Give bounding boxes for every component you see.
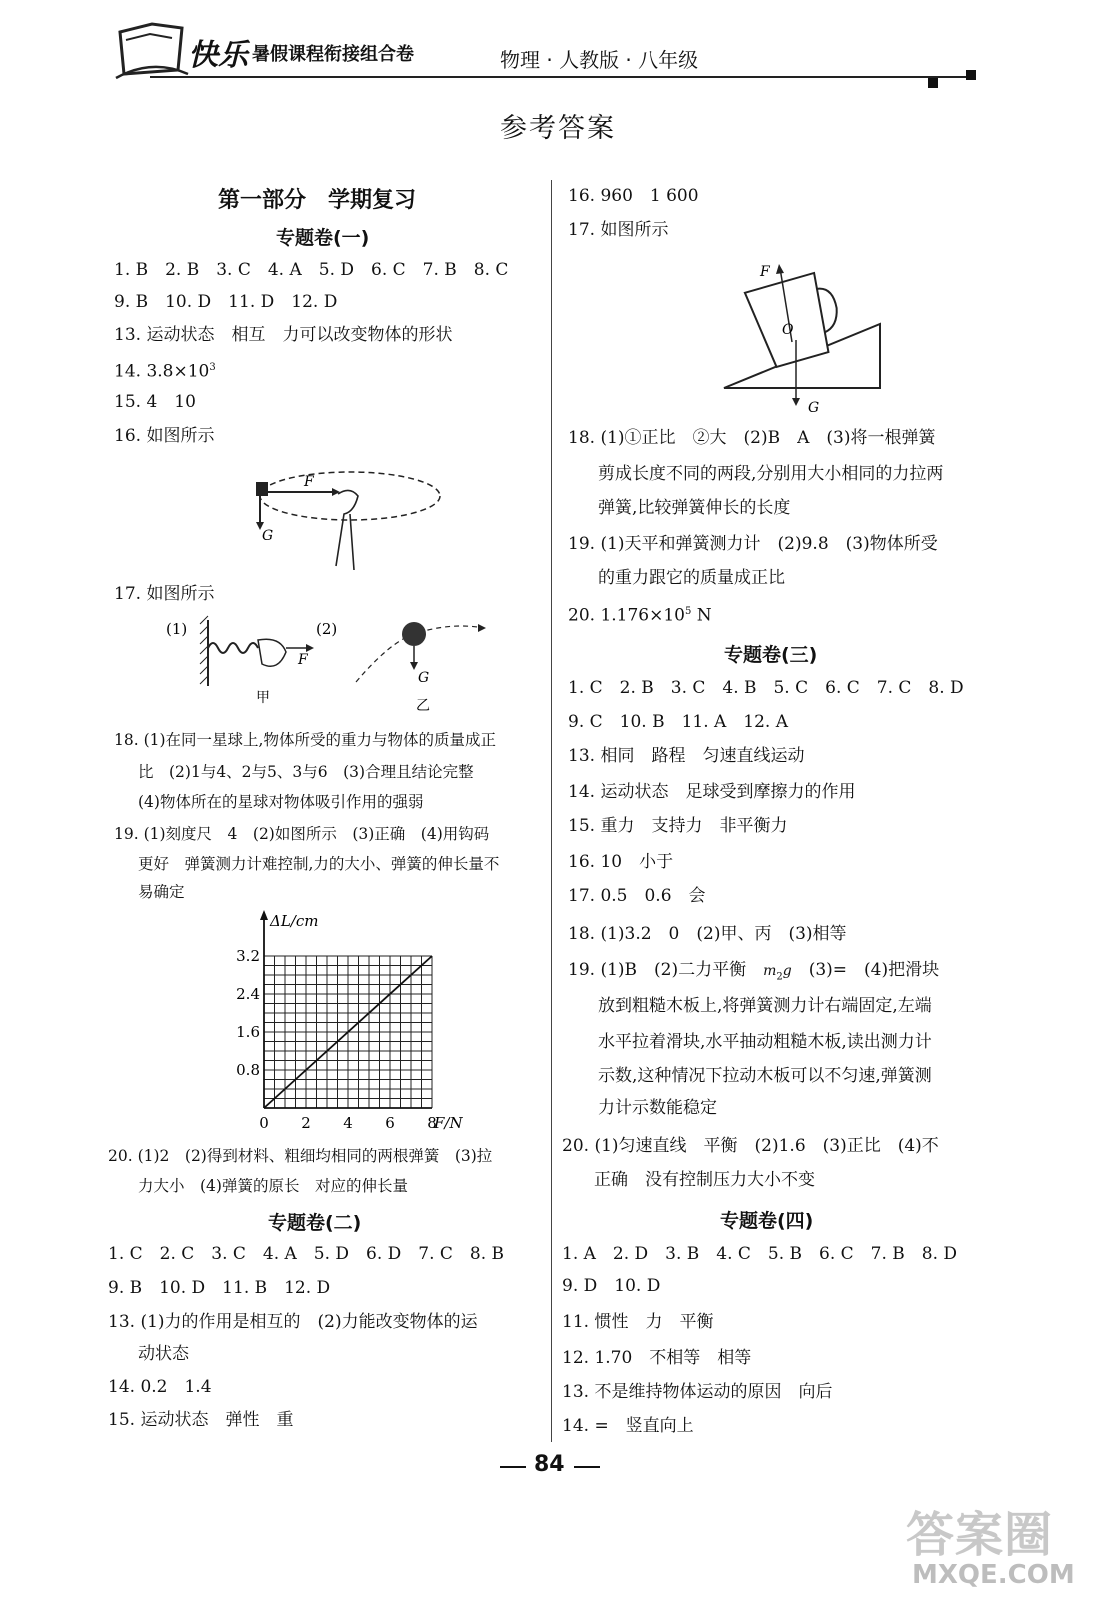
superscript: 3 bbox=[209, 362, 216, 373]
symbol-m: m bbox=[763, 963, 777, 979]
answer-text: 14. 3.8×10 bbox=[114, 361, 210, 382]
label-F: F bbox=[304, 474, 314, 490]
answer-line: 14. 运动状态 足球受到摩擦力的作用 bbox=[568, 782, 856, 802]
spring-icon bbox=[208, 643, 258, 653]
arrow-head-icon bbox=[306, 644, 314, 652]
answer-line: (4)物体所在的星球对物体吸引作用的强弱 bbox=[138, 793, 424, 811]
page-number: 84 bbox=[534, 1452, 565, 1477]
arrow-head-icon bbox=[792, 398, 800, 406]
answer-line: 19. (1)刻度尺 4 (2)如图所示 (3)正确 (4)用钩码 bbox=[114, 825, 490, 843]
label-G: G bbox=[418, 670, 430, 686]
folder-logo-icon bbox=[112, 18, 190, 80]
answer-line: 动状态 bbox=[138, 1344, 189, 1364]
label-O: O bbox=[782, 322, 794, 338]
label-G: G bbox=[262, 528, 274, 544]
header-brand: 快乐 bbox=[188, 38, 248, 73]
answer-line: 16. 如图所示 bbox=[114, 426, 215, 446]
answer-line: 15. 重力 支持力 非平衡力 bbox=[568, 816, 788, 836]
answer-line: 放到粗糙木板上,将弹簧测力计右端固定,左端 bbox=[598, 996, 932, 1016]
answer-line: 13. (1)力的作用是相互的 (2)力能改变物体的运 bbox=[108, 1312, 478, 1332]
label-F: F bbox=[760, 264, 770, 280]
y-tick-label: 1.6 bbox=[236, 1023, 260, 1041]
answer-text: 20. 1.176×10 bbox=[568, 605, 685, 626]
header-rule-dot bbox=[928, 78, 938, 88]
page-title: 参考答案 bbox=[500, 113, 616, 144]
answer-line: 15. 4 10 bbox=[114, 392, 196, 412]
subscript: 2 bbox=[776, 971, 783, 983]
answer-line: 9. C 10. B 11. A 12. A bbox=[568, 712, 788, 732]
label-F: F bbox=[298, 652, 308, 668]
answer-text: (3)= (4)把滑块 bbox=[791, 960, 940, 980]
answer-line: 20. (1)匀速直线 平衡 (2)1.6 (3)正比 (4)不 bbox=[562, 1136, 939, 1156]
figure-17-cup-on-incline bbox=[716, 256, 896, 418]
header-series-title: 暑假课程衔接组合卷 bbox=[252, 44, 414, 65]
header-rule bbox=[150, 76, 975, 78]
section-title-2: 专题卷(二) bbox=[268, 1212, 362, 1234]
answer-line: 比 (2)1与4、2与5、3与6 (3)合理且结论完整 bbox=[138, 763, 474, 781]
answer-line bbox=[114, 358, 216, 382]
answer-line: 1. B 2. B 3. C 4. A 5. D 6. C 7. B 8. C bbox=[114, 260, 509, 280]
answer-text: 19. (1)B (2)二力平衡 bbox=[568, 960, 764, 980]
x-tick-label: 6 bbox=[385, 1114, 395, 1132]
answer-line: 9. B 10. D 11. B 12. D bbox=[108, 1278, 331, 1298]
answer-line: 13. 运动状态 相互 力可以改变物体的形状 bbox=[114, 325, 453, 345]
orbit-path bbox=[260, 472, 440, 520]
section-title-3: 专题卷(三) bbox=[724, 644, 818, 666]
x-axis-label: F/N bbox=[434, 1114, 463, 1132]
answer-line: 弹簧,比较弹簧伸长的长度 bbox=[598, 498, 791, 518]
label-1: (1) bbox=[166, 620, 188, 638]
unit: N bbox=[691, 605, 712, 626]
answer-line: 力大小 (4)弹簧的原长 对应的伸长量 bbox=[138, 1177, 408, 1195]
answer-line: 19. (1)天平和弹簧测力计 (2)9.8 (3)物体所受 bbox=[568, 534, 938, 554]
figure-17-spring-and-ball bbox=[160, 612, 500, 716]
y-tick-label: 0.8 bbox=[236, 1061, 260, 1079]
hand-icon bbox=[258, 639, 286, 666]
answer-line: 12. 1.70 不相等 相等 bbox=[562, 1348, 752, 1368]
arrow-head-icon bbox=[410, 662, 418, 670]
answer-line: 1. C 2. C 3. C 4. A 5. D 6. D 7. C 8. B bbox=[108, 1244, 505, 1264]
caption-yi: 乙 bbox=[416, 698, 430, 714]
extension-force-chart bbox=[224, 908, 464, 1138]
answer-line: 水平拉着滑块,水平抽动粗糙木板,读出测力计 bbox=[598, 1032, 932, 1052]
label-G: G bbox=[808, 400, 820, 416]
answer-line: 14. = 竖直向上 bbox=[562, 1416, 694, 1436]
answer-line: 17. 如图所示 bbox=[114, 584, 215, 604]
watermark-logo-text: 答案圈 bbox=[906, 1507, 1054, 1563]
answer-line: 13. 相同 路程 匀速直线运动 bbox=[568, 746, 805, 766]
arrow-head-icon bbox=[478, 624, 486, 632]
answer-line: 16. 960 1 600 bbox=[568, 186, 699, 206]
answer-line: 11. 惯性 力 平衡 bbox=[562, 1312, 714, 1332]
answer-line: 16. 10 小于 bbox=[568, 852, 674, 872]
symbol-g: g bbox=[782, 963, 792, 979]
answer-line: 18. (1)3.2 0 (2)甲、丙 (3)相等 bbox=[568, 924, 847, 944]
answer-line bbox=[568, 960, 939, 987]
answer-line: 1. A 2. D 3. B 4. C 5. B 6. C 7. B 8. D bbox=[562, 1244, 958, 1264]
y-tick-label: 2.4 bbox=[236, 985, 260, 1003]
x-tick-label: 0 bbox=[259, 1114, 269, 1132]
wall-hatch bbox=[200, 616, 208, 684]
superscript: 5 bbox=[684, 606, 692, 617]
page-number-dash-right bbox=[574, 1466, 600, 1468]
arrow-head-icon bbox=[776, 264, 784, 274]
ball-icon bbox=[402, 622, 426, 646]
arrow-head-icon bbox=[332, 488, 340, 496]
x-tick-label: 4 bbox=[343, 1114, 353, 1132]
answer-line: 17. 0.5 0.6 会 bbox=[568, 886, 706, 906]
answer-line: 18. (1)①正比 ②大 (2)B A (3)将一根弹簧 bbox=[568, 428, 936, 448]
answer-line: 易确定 bbox=[138, 883, 185, 901]
answer-line: 的重力跟它的质量成正比 bbox=[598, 568, 785, 588]
page-header bbox=[0, 0, 1094, 100]
y-tick-label: 3.2 bbox=[236, 947, 260, 965]
ball-icon bbox=[256, 482, 268, 496]
header-subject: 物理 · 人教版 · 八年级 bbox=[500, 48, 699, 72]
hand-icon bbox=[336, 490, 358, 570]
answer-line: 更好 弹簧测力计难控制,力的大小、弹簧的伸长量不 bbox=[138, 855, 500, 873]
part-title: 第一部分 学期复习 bbox=[218, 188, 417, 213]
section-title-4: 专题卷(四) bbox=[720, 1210, 814, 1232]
y-axis-arrow-icon bbox=[260, 910, 268, 920]
x-tick-label: 8 bbox=[427, 1114, 437, 1132]
answer-line: 20. (1)2 (2)得到材料、粗细均相同的两根弹簧 (3)拉 bbox=[108, 1147, 493, 1165]
watermark-url: MXQE.COM bbox=[912, 1560, 1075, 1590]
caption-jia: 甲 bbox=[256, 690, 270, 706]
header-rule-dot bbox=[966, 70, 976, 80]
answer-line: 14. 0.2 1.4 bbox=[108, 1377, 212, 1397]
answer-line: 13. 不是维持物体运动的原因 向后 bbox=[562, 1382, 833, 1402]
answer-line: 剪成长度不同的两段,分别用大小相同的力拉两 bbox=[598, 464, 944, 484]
answer-line: 17. 如图所示 bbox=[568, 220, 669, 240]
section-title-1: 专题卷(一) bbox=[276, 227, 370, 249]
answer-line: 1. C 2. B 3. C 4. B 5. C 6. C 7. C 8. D bbox=[568, 678, 964, 698]
figure-16-rotating-ball bbox=[250, 466, 450, 576]
x-tick-label: 2 bbox=[301, 1114, 311, 1132]
column-divider bbox=[551, 180, 552, 1442]
answer-line bbox=[568, 602, 712, 626]
answer-line: 力计示数能稳定 bbox=[598, 1098, 717, 1118]
answer-line: 15. 运动状态 弹性 重 bbox=[108, 1410, 294, 1430]
y-axis-label: ΔL/cm bbox=[270, 912, 319, 930]
answer-line: 示数,这种情况下拉动木板可以不匀速,弹簧测 bbox=[598, 1066, 932, 1086]
label-2: (2) bbox=[316, 620, 338, 638]
answer-line: 正确 没有控制压力大小不变 bbox=[594, 1170, 815, 1190]
answer-line: 9. D 10. D bbox=[562, 1276, 661, 1296]
answer-line: 18. (1)在同一星球上,物体所受的重力与物体的质量成正 bbox=[114, 731, 496, 749]
answer-line: 9. B 10. D 11. D 12. D bbox=[114, 292, 338, 312]
page-number-dash-left bbox=[500, 1466, 526, 1468]
watermark bbox=[900, 1494, 1090, 1598]
